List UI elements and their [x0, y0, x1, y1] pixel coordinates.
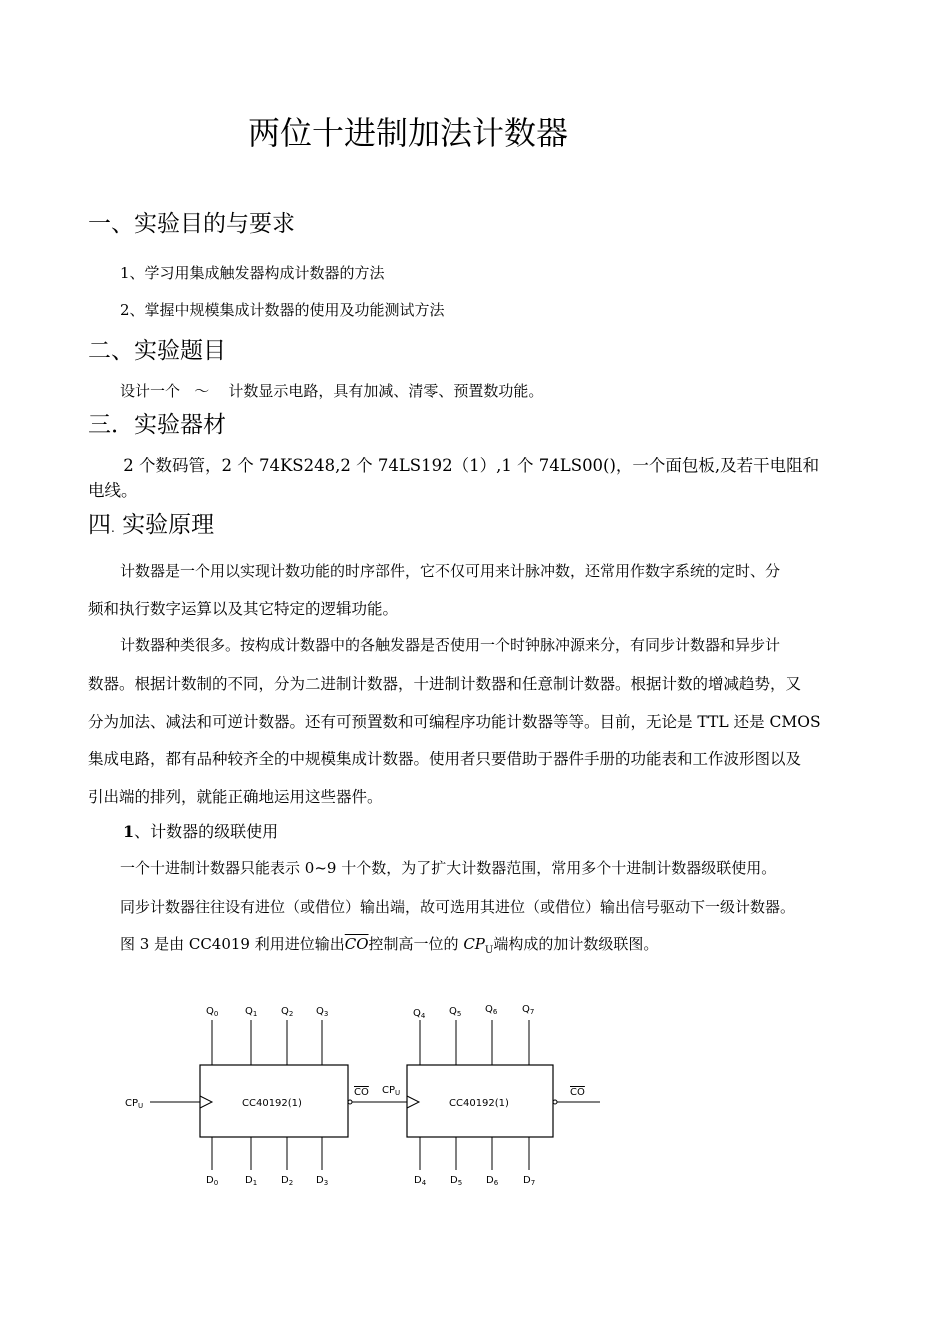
- chip-1-d2: $D_2$: [281, 1175, 294, 1187]
- s4-para5: [120, 933, 658, 956]
- section-1-heading: 一、实验目的与要求: [88, 211, 295, 237]
- s4-para2-line3: 分为加法、减法和可逆计数器。还有可预置数和可编程序功能计数器等等。目前，无论是 TTL 还是 CMOS: [88, 713, 821, 731]
- subsection-1-heading: [123, 819, 278, 842]
- chip-2-q4: $Q_4$: [413, 1008, 426, 1020]
- s3-line-2: 电线。: [88, 481, 138, 500]
- s3-line-1: 2 个数码管，2 个 74KS248,2 个 74LS192（1）,1 个 74LS00()，一个面包板,及若干电阻和: [118, 456, 820, 475]
- chip-2-q-pins: [413, 1004, 534, 1065]
- para5-co: $\overline{CO}$: [344, 935, 369, 953]
- page-title: 两位十进制加法计数器: [248, 114, 569, 152]
- sub1-number: 1: [123, 822, 135, 841]
- chip-2-cpu-label: $CP_U$: [382, 1085, 401, 1097]
- section-2-heading: 二、实验题目: [88, 338, 226, 364]
- section-4-heading: 四. 实验原理: [88, 512, 215, 538]
- chip-1-q3: $Q_3$: [316, 1006, 329, 1018]
- s4-para2-line5: 引出端的排列，就能正确地运用这些器件。: [88, 788, 383, 806]
- chip-1-d3: $D_3$: [316, 1175, 329, 1187]
- s4-para2-line4: 集成电路，都有品种较齐全的中规模集成计数器。使用者只要借助于器件手册的功能表和工作波形图以及: [88, 750, 802, 768]
- cascade-diagram: [0, 990, 950, 1210]
- chip-1-q2: $Q_2$: [281, 1006, 294, 1018]
- chip-1-clock-triangle: [200, 1096, 212, 1108]
- chip-2-d-pins: [414, 1137, 535, 1187]
- chip-1-q0: $Q_0$: [206, 1006, 219, 1018]
- para5-cp-sub: U: [484, 945, 494, 956]
- s4-para4: 同步计数器往往设有进位（或借位）输出端，故可选用其进位（或借位）输出信号驱动下一级计数器。: [120, 898, 796, 916]
- s2-text: 设计一个 ～ 计数显示电路，具有加减、清零、预置数功能。: [120, 382, 544, 400]
- para5-part-a: 图 3 是由 CC4019 利用进位输出: [120, 935, 345, 953]
- s4-heading-num: 四: [88, 512, 111, 538]
- chip-2-d4: $D_4$: [414, 1175, 427, 1187]
- chip-2-q6: $Q_6$: [485, 1004, 498, 1016]
- para5-part-c: 端构成的加计数级联图。: [493, 935, 659, 953]
- s4-heading-text: 实验原理: [122, 512, 215, 538]
- chip-2-d5: $D_5$: [450, 1175, 463, 1187]
- chip-2-q5: $Q_5$: [449, 1006, 462, 1018]
- chip-2-q7: $Q_7$: [522, 1004, 535, 1016]
- chip-1-d0: $D_0$: [206, 1175, 219, 1187]
- s4-para3: 一个十进制计数器只能表示 0~9 十个数，为了扩大计数器范围，常用多个十进制计数器级联使用。: [120, 859, 777, 877]
- chip-2-co-label: CO: [570, 1087, 585, 1098]
- s4-para2-line2: 数器。根据计数制的不同，分为二进制计数器，十进制计数器和任意制计数器。根据计数的增减趋势，又: [88, 675, 802, 693]
- chip-1-d1: $D_1$: [245, 1175, 258, 1187]
- chip-1-d-pins: [206, 1137, 328, 1187]
- chip-2-d7: $D_7$: [523, 1175, 536, 1187]
- sub1-text: 、计数器的级联使用: [134, 822, 279, 841]
- s1-item-1: 1、学习用集成触发器构成计数器的方法: [120, 264, 385, 282]
- cpu-input-label: $CP_U$: [125, 1098, 144, 1110]
- chip-1-co-bubble: [348, 1100, 352, 1104]
- para5-part-b: 控制高一位的: [368, 935, 464, 953]
- chip-1-q1: $Q_1$: [245, 1006, 258, 1018]
- s4-para1-line1: 计数器是一个用以实现计数功能的时序部件，它不仅可用来计脉冲数，还常用作数字系统的定时、分: [120, 562, 781, 580]
- s1-item-2: 2、掌握中规模集成计数器的使用及功能测试方法: [120, 301, 445, 319]
- chip-2-clock-triangle: [407, 1096, 419, 1108]
- chip-2-label: CC40192(1): [449, 1098, 509, 1109]
- chip-1-label: CC40192(1): [242, 1098, 302, 1109]
- chip-2-d6: $D_6$: [486, 1175, 499, 1187]
- s4-para2-line1: 计数器种类很多。按构成计数器中的各触发器是否使用一个时钟脉冲源来分，有同步计数器和异步计: [120, 636, 781, 654]
- section-3-heading: 三．实验器材: [88, 412, 226, 438]
- chip-1-q-pins: [206, 1006, 328, 1065]
- para5-cp: CP: [463, 935, 485, 953]
- chip-1-co-label: CO: [354, 1087, 369, 1098]
- s4-para1-line2: 频和执行数字运算以及其它特定的逻辑功能。: [88, 600, 399, 618]
